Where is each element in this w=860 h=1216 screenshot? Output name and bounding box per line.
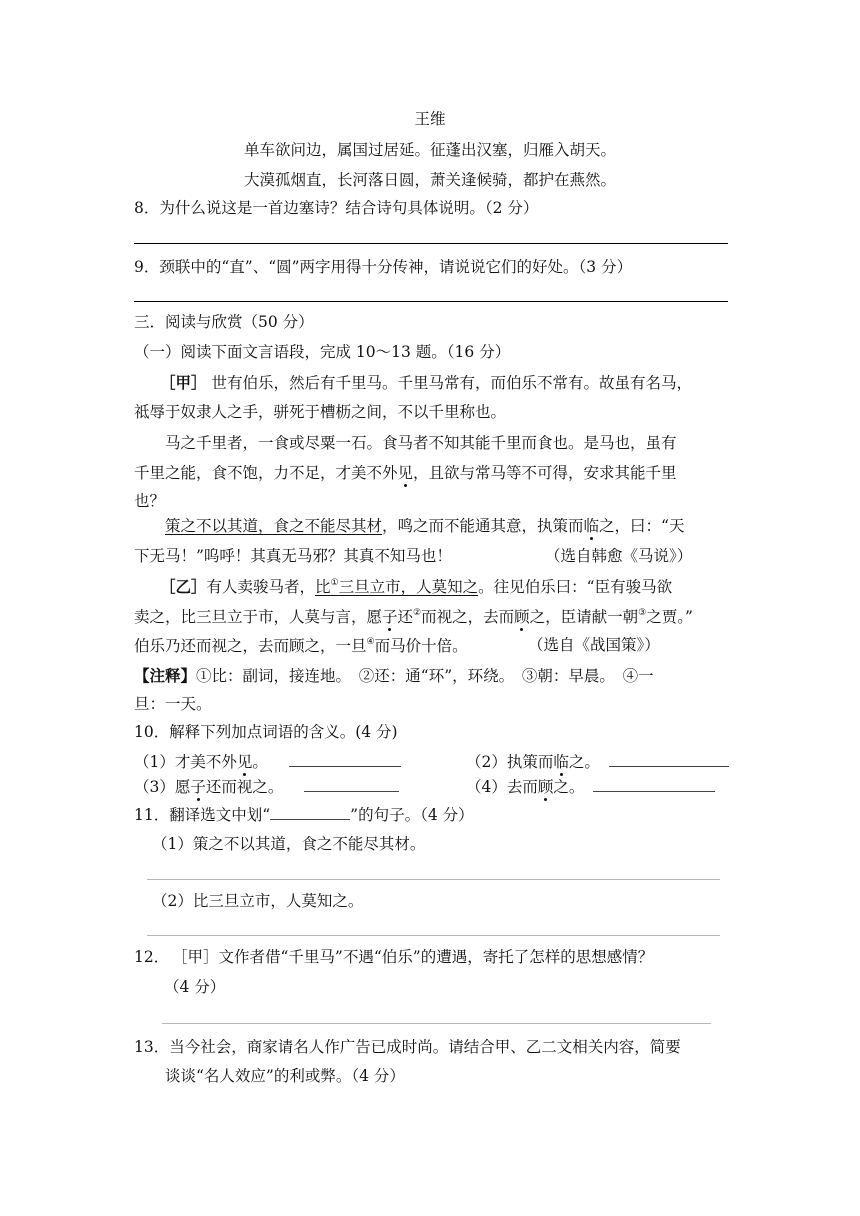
question-12-number: 12． — [134, 948, 170, 966]
dotted-word-zi: 子 — [382, 608, 398, 626]
notes-label: 【注释】 — [134, 666, 197, 685]
answer-line-11-2[interactable] — [147, 935, 720, 936]
q10-item-1: （1）才美不外见。 — [134, 754, 401, 771]
passage-jia-line-3: 马之千里者，一食或尽粟一石。食马者不知其能千里而食也。是马也，虽有 — [165, 434, 677, 452]
question-12-text: ［甲］文作者借“千里马”不遇“伯乐”的遭遇，寄托了怎样的思想感情？ — [172, 948, 654, 966]
dotted-word-jian: 见 — [397, 464, 414, 482]
passage-yi-line-2: 卖之，比三旦立于市，人莫与言，愿子还②而视之，去而顾之，臣请献一朝③之贾。” — [134, 608, 693, 626]
passage-jia-line-2: 祗辱于奴隶人之手，骈死于槽枥之间，不以千里称也。 — [134, 403, 507, 421]
passage-jia-tag: ［甲］ — [160, 373, 207, 392]
q11-sentence-2: （2）比三旦立市，人莫知之。 — [152, 892, 364, 910]
question-13-line-2: 谈谈“名人效应”的利或弊。（4 分） — [165, 1067, 405, 1085]
question-8: 8．为什么说这是一首边塞诗？结合诗句具体说明。（2 分） — [134, 199, 539, 217]
passage-jia-line-1: ［甲］ 世有伯乐，然后有千里马。千里马常有，而伯乐不常有。故虽有名马， — [160, 373, 692, 392]
q11-sentence-1: （1）策之不以其道，食之不能尽其材。 — [152, 835, 426, 853]
q10-item-3: （3）愿子还而视之。 — [134, 779, 399, 796]
poem-line-1: 单车欲问边，属国过居延。征蓬出汉塞，归雁入胡天。 — [243, 141, 616, 159]
underlined-sentence-2: 比①三旦立市，人莫知之 — [315, 578, 479, 596]
question-10: 10．解释下列加点词语的含义。(4 分) — [134, 723, 398, 741]
blank-q10-1[interactable] — [289, 754, 401, 767]
answer-line-12[interactable] — [162, 1023, 711, 1024]
blank-q10-2[interactable] — [609, 754, 729, 767]
passage-yi-line-1: ［乙］有人卖骏马者，比①三旦立市，人莫知之。往见伯乐曰：“臣有骏马欲 — [160, 577, 673, 596]
blank-q10-4[interactable] — [593, 779, 715, 792]
q10-item-4: （4）去而顾之。 — [466, 779, 715, 796]
question-11: 11．翻译选文中划“ ”的句子。（4 分） — [134, 806, 474, 824]
passage-jia-source: （选自韩愈《马说》） — [545, 547, 693, 565]
passage-jia-line-4: 千里之能，食不饱，力不足，才美不外见，且欲与常马等不可得，安求其能千里 — [134, 464, 677, 482]
passage-yi-tag: ［乙］ — [160, 577, 207, 596]
q11-underline-sample — [270, 807, 350, 820]
question-13-line-1: 13．当今社会，商家请名人作广告已成时尚。请结合甲、乙二文相关内容，简要 — [134, 1038, 681, 1056]
notes-line-1: 【注释】①比：副词，接连地。 ②还：通“环”，环绕。 ③朝：早晨。 ④一 — [134, 666, 654, 685]
q10-item-2: （2）执策而临之。 — [466, 754, 729, 771]
passage-yi-source: （选自《战国策》） — [528, 636, 660, 654]
notes-line-2: 旦：一天。 — [134, 695, 212, 713]
passage-yi-line-3: 伯乐乃还而视之，去而顾之，一旦④而马价十倍。 — [134, 637, 468, 655]
passage-jia-line-7: 下无马！”呜呼！其真无马邪？其真不知马也！ — [134, 547, 452, 565]
section-3-heading: 三．阅读与欣赏（50 分） — [134, 313, 314, 331]
question-9: 9．颈联中的“直”、“圆”两字用得十分传神，请说说它们的好处。（3 分） — [134, 258, 633, 276]
blank-q10-3[interactable] — [304, 779, 399, 792]
answer-line-11-1[interactable] — [147, 879, 720, 880]
passage-jia-line-5: 也？ — [134, 492, 166, 510]
part-1-heading: （一）阅读下面文言语段，完成 10～13 题。（16 分） — [134, 343, 511, 361]
dotted-word-gu: 顾 — [514, 608, 530, 626]
poem-author: 王维 — [414, 110, 446, 128]
question-12-score: （4 分） — [164, 978, 226, 996]
underlined-sentence-1: 策之不以其道，食之不能尽其材 — [165, 517, 383, 535]
poem-line-2: 大漠孤烟直，长河落日圆，萧关逢候骑，都护在燕然。 — [243, 171, 616, 189]
answer-line-9[interactable] — [134, 301, 728, 302]
dotted-word-lin: 临 — [583, 517, 600, 535]
answer-line-8[interactable] — [134, 243, 728, 244]
passage-jia-line-6: 策之不以其道，食之不能尽其材，鸣之而不能通其意，执策而临之，曰：“天 — [165, 517, 685, 535]
